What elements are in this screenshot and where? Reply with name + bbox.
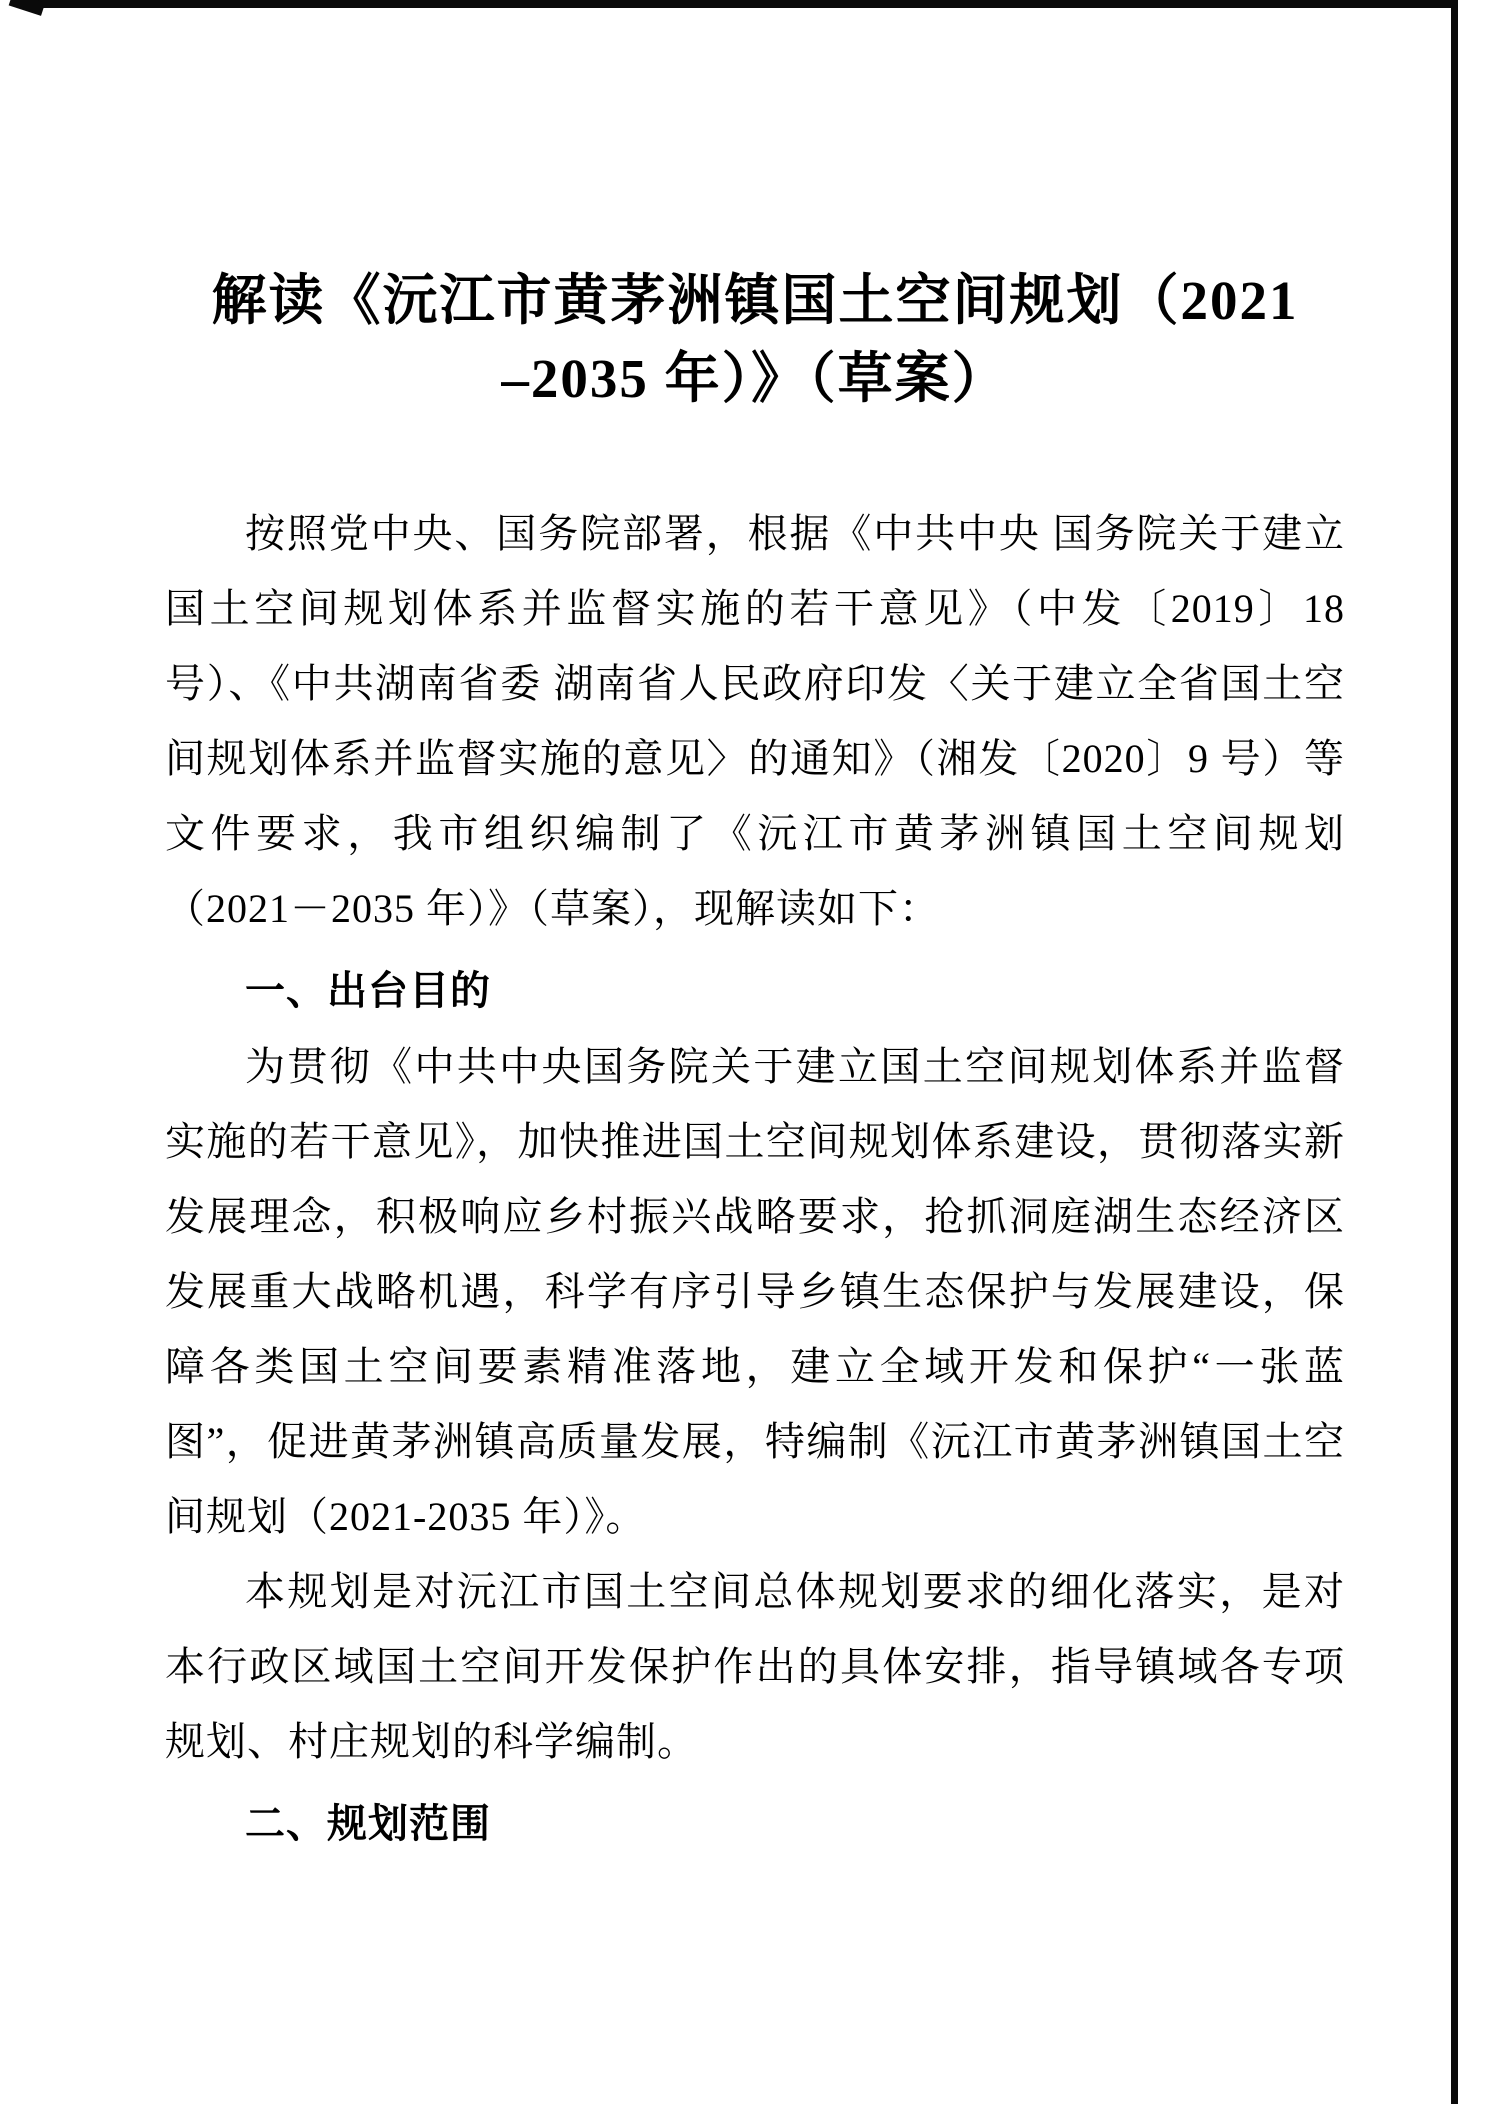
document-content: [165, 262, 1345, 1862]
paragraph-refinement: 本规划是对沅江市国土空间总体规划要求的细化落实，是对本行政区域国土空间开发保护作出的具体安排，指导镇域各专项规划、村庄规划的科学编制。: [165, 1569, 1345, 1764]
paragraph-intro: 按照党中央、国务院部署，根据《中共中央 国务院关于建立国土空间规划体系并监督实施的若干意见》（中发〔2019〕18 号）、《中共湖南省委 湖南省人民政府印发〈关于建立全省国土空间规划体系并监督实施的意见〉的通知》（湘发〔2020〕9 号）等文件要求，我市组织编制了《沅江市黄茅洲镇国土空间规划（2021－2035 年）》（草案），现解读如下：: [165, 511, 1345, 931]
section-heading-scope: 二、规划范围: [245, 1802, 491, 1846]
document-title: [165, 262, 1345, 418]
document-title-line-1: 解读《沅江市黄茅洲镇国土空间规划（2021: [211, 270, 1299, 331]
scan-edge-top: [30, 0, 1458, 8]
section-heading-purpose: 一、出台目的: [245, 969, 491, 1013]
paragraph-purpose: 为贯彻《中共中央国务院关于建立国土空间规划体系并监督实施的若干意见》，加快推进国土空间规划体系建设，贯彻落实新发展理念，积极响应乡村振兴战略要求，抢抓洞庭湖生态经济区发展重大战略机遇，科学有序引导乡镇生态保护与发展建设，保障各类国土空间要素精准落地，建立全域开发和保护“一张蓝图”，促进黄茅洲镇高质量发展，特编制《沅江市黄茅洲镇国土空间规划（2021-2035 年）》。: [165, 1044, 1345, 1539]
scan-corner-mark: [9, 0, 46, 16]
document-title-line-2: –2035 年）》（草案）: [501, 348, 1009, 409]
scan-edge-right: [1451, 0, 1458, 2104]
